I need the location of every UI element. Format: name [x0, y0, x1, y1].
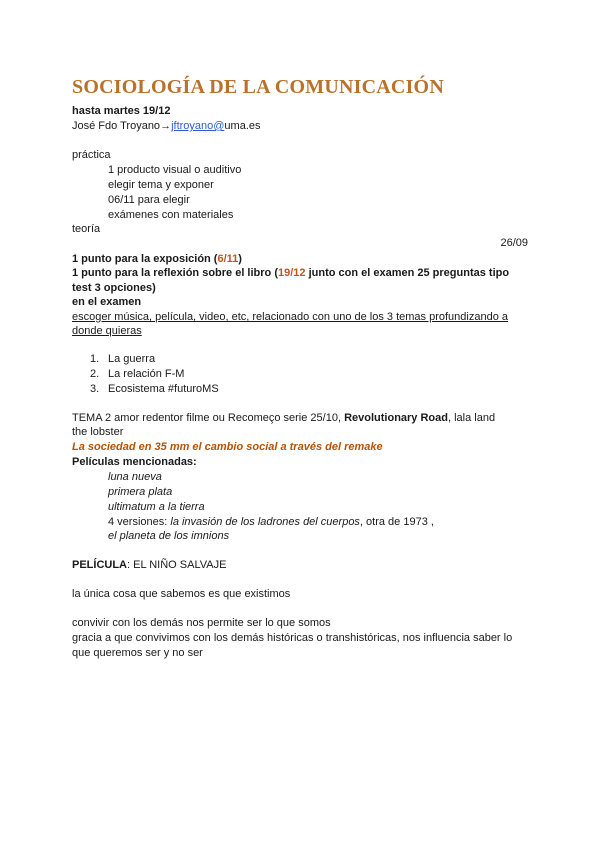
examen-text: escoger música, película, video, etc, relacionado con uno de los 3 temas profundizando a [72, 311, 508, 323]
deadline: hasta martes 19/12 [72, 105, 171, 117]
practica-item: exámenes con materiales [108, 209, 234, 221]
date-highlight: 6/11 [217, 253, 239, 265]
list-number: 3. [90, 383, 100, 395]
email-link[interactable]: jftroyano@ [171, 120, 225, 132]
arrow-icon: → [160, 120, 172, 132]
versiones-line-cont: el planeta de los imnions [108, 530, 230, 542]
contact-line [72, 119, 261, 134]
peliculas-label: Películas mencionadas: [72, 456, 197, 468]
versiones-line: 4 versiones: la invasión de los ladrones del cuerpos, otra de 1973 , [108, 516, 434, 528]
paragraph: convivir con los demás nos permite ser lo que somos [72, 617, 331, 629]
tema2-line: TEMA 2 amor redentor filme ou Recomeço serie 25/10, Revolutionary Road, lala land [72, 412, 496, 424]
list-number: 1. [90, 353, 100, 365]
punto-reflexion-cont: test 3 opciones) [72, 282, 156, 294]
pelicula-line: PELÍCULA: EL NIÑO SALVAJE [72, 559, 227, 571]
paragraph-cont: que queremos ser y no ser [72, 647, 203, 659]
contact-name: José Fdo Troyano [72, 120, 161, 132]
date-highlight: 19/12 [278, 267, 306, 279]
list-number: 2. [90, 368, 100, 380]
practica-label: práctica [72, 149, 111, 161]
list-item: La guerra [108, 353, 156, 365]
pelicula-item: luna nueva [108, 471, 162, 483]
paragraph: la única cosa que sabemos es que existimos [72, 588, 291, 600]
sociedad-heading: La sociedad en 35 mm el cambio social a través del remake [72, 441, 383, 453]
film-title: Revolutionary Road [344, 412, 448, 424]
teoria-label: teoría [72, 223, 101, 235]
pelicula-item: ultimatum a la tierra [108, 501, 205, 513]
practica-item: 1 producto visual o auditivo [108, 164, 242, 176]
examen-text-cont: donde quieras [72, 325, 142, 337]
punto-exposicion: 1 punto para la exposición (6/11) [72, 253, 242, 265]
examen-label: en el examen [72, 296, 142, 308]
punto-reflexion: 1 punto para la reflexión sobre el libro (19/12 junto con el examen 25 preguntas tipo [72, 267, 510, 279]
tema2-line-cont: the lobster [72, 426, 124, 438]
practica-item: elegir tema y exponer [108, 179, 214, 191]
pelicula-item: primera plata [108, 486, 173, 498]
paragraph: gracia a que convivimos con los demás históricas o transhistóricas, nos influencia saber lo [72, 632, 513, 644]
date-label: 26/09 [500, 237, 528, 249]
list-item: Ecosistema #futuroMS [108, 383, 219, 395]
list-item: La relación F-M [108, 368, 185, 380]
email-domain: uma.es [224, 120, 261, 132]
pelicula-label: PELÍCULA [72, 559, 127, 571]
practica-item: 06/11 para elegir [108, 194, 190, 206]
page-title: SOCIOLOGÍA DE LA COMUNICACIÓN [72, 76, 444, 98]
